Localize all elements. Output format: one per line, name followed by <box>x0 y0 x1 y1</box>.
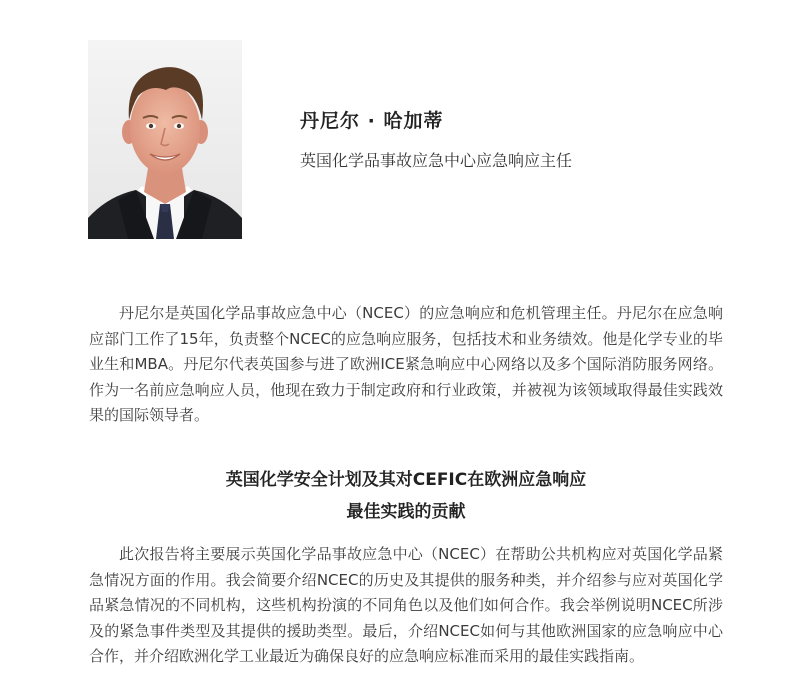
speaker-name: 丹尼尔 · 哈加蒂 <box>300 110 444 132</box>
speaker-title: 英国化学品事故应急中心应急响应主任 <box>300 151 573 170</box>
talk-title-line-1: 英国化学安全计划及其对CEFIC在欧洲应急响应 <box>225 470 587 490</box>
talk-title-line-2: 最佳实践的贡献 <box>346 502 466 522</box>
speaker-photo <box>88 40 242 239</box>
speaker-bio: 丹尼尔是英国化学品事故应急中心（NCEC）的应急响应和危机管理主任。丹尼尔在应急响应部门工作了15年，负责整个NCEC的应急响应服务，包括技术和业务绩效。他是化学专业的毕业生和MBA。丹尼尔代表英国参与进了欧洲ICE紧急响应中心网络以及多个国际消防服务网络。作为一名前应急响应人员，他现在致力于制定政府和行业政策，并被视为该领域取得最佳实践效果的国际领导者。 <box>89 304 723 425</box>
talk-abstract: 此次报告将主要展示英国化学品事故应急中心（NCEC）在帮助公共机构应对英国化学品紧急情况方面的作用。我会简要介绍NCEC的历史及其提供的服务种类，并介绍参与应对英国化学品紧急情况的不同机构，这些机构扮演的不同角色以及他们如何合作。我会举例说明NCEC所涉及的紧急事件类型及其提供的援助类型。最后，介绍NCEC如何与其他欧洲国家的应急响应中心合作，并介绍欧洲化学工业最近为确保良好的应急响应标准而采用的最佳实践指南。 <box>89 545 723 666</box>
talk-title <box>89 464 723 528</box>
